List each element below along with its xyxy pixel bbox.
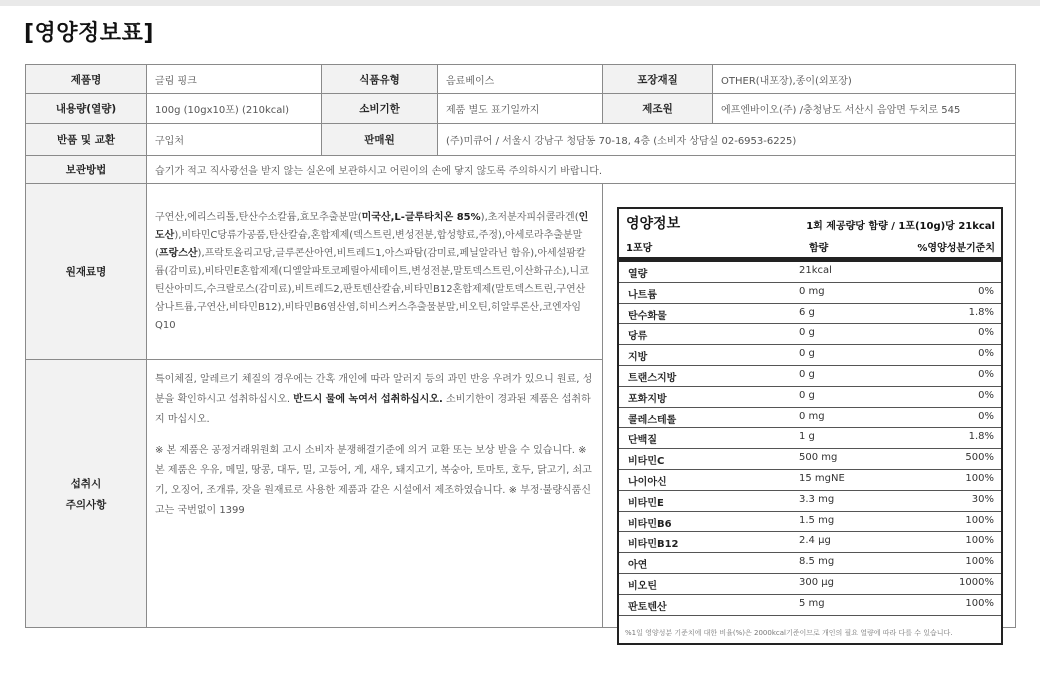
nutrient-name: 트랜스지방 <box>628 372 677 384</box>
seller-value: (주)미큐어 / 서울시 강남구 청담동 70-18, 4층 (소비자 상담실 02-6953-6225) <box>438 124 1016 156</box>
nutrition-row <box>619 470 1001 491</box>
nutrient-pct: 1.8% <box>968 306 994 318</box>
nutrient-name: 콜레스테롤 <box>628 414 677 426</box>
nutrition-row <box>619 532 1001 553</box>
nutrition-amount-header: 함량 <box>809 243 829 254</box>
caution-label-line: 섭취시 <box>70 477 102 490</box>
nutrition-row <box>619 283 1001 304</box>
nutrition-row <box>619 595 1001 616</box>
nutrition-row <box>619 262 1001 283</box>
ingredients-text: ),비타민C당류가공품,탄산칼슘,혼합제제(덱스트린,변성전분,합성향료,주정),아세로라추출분말( <box>155 229 583 259</box>
nutrient-amount: 0 mg <box>799 285 825 297</box>
top-bar <box>0 0 1040 6</box>
nutrient-name: 탄수화물 <box>628 310 667 322</box>
expiry-label: 소비기한 <box>322 94 438 124</box>
ingredients-text: 구연산,에리스리톨,탄산수소칼륨,효모추출분말( <box>155 211 362 223</box>
caution-label <box>26 360 147 628</box>
nutrient-pct: 100% <box>965 597 994 609</box>
nutrition-row <box>619 428 1001 449</box>
nutrition-rows <box>619 262 1001 616</box>
nutrition-title: 영양정보 <box>626 216 681 232</box>
nutrient-name: 지방 <box>628 352 648 364</box>
nutrient-pct: 0% <box>978 389 994 401</box>
table-row <box>26 156 1016 184</box>
table-row <box>26 124 1016 156</box>
food-type-label: 식품유형 <box>322 65 438 94</box>
nutrition-row <box>619 449 1001 470</box>
packaging-value: OTHER(내포장),종이(외포장) <box>713 65 1016 94</box>
nutrient-pct: 100% <box>965 514 994 526</box>
nutrition-row <box>619 574 1001 595</box>
ingredients-label: 원재료명 <box>26 184 147 360</box>
nutrient-pct: 1000% <box>959 576 994 588</box>
caution-emphasis: 반드시 물에 녹여서 섭취하십시오. <box>293 394 443 405</box>
nutrient-amount: 500 mg <box>799 452 838 464</box>
nutrient-amount: 2.4 μg <box>799 535 831 547</box>
caution-label-line: 주의사항 <box>65 498 107 511</box>
nutrient-name: 비타민E <box>628 497 664 509</box>
nutrient-pct: 500% <box>965 452 994 464</box>
nutrient-amount: 0 g <box>799 368 815 380</box>
nutrition-row <box>619 553 1001 574</box>
nutrient-name: 판토텐산 <box>628 601 667 613</box>
caution-paragraph: ※ 본 제품은 공정거래위원회 고시 소비자 분쟁해결기준에 의거 교환 또는 보상 받을 수 있습니다. ※ 본 제품은 우유, 메밀, 땅콩, 대두, 밀, 고등어, 게, 새우, 돼지고기, 복숭아, 토마토, 호두, 닭고기, 쇠고기, 오징어, 조개류, 잣을 원재료로 사용한 제품과 같은 시설에서 제조하였습니다. ※ 부정·불량식품신고는 국번없이 1399 <box>155 445 592 516</box>
nutrition-row <box>619 345 1001 366</box>
manufacturer-value: 에프엔바이오(주) /충청남도 서산시 음암면 두치로 545 <box>713 94 1016 124</box>
return-label: 반품 및 교환 <box>26 124 147 156</box>
nutrient-amount: 6 g <box>799 306 815 318</box>
nutrition-row <box>619 408 1001 429</box>
nutrient-pct: 30% <box>971 493 994 505</box>
nutrient-amount: 0 g <box>799 389 815 401</box>
nutrient-pct: 100% <box>965 535 994 547</box>
nutrient-amount: 300 μg <box>799 576 834 588</box>
nutrient-amount: 8.5 mg <box>799 556 835 568</box>
nutrition-serving: 1회 제공량당 함량 / 1포(10g)당 21kcal <box>806 221 995 232</box>
nutrient-name: 나트륨 <box>628 289 657 301</box>
nutrient-name: 비타민C <box>628 456 665 468</box>
nutrition-sub-label: 1포당 <box>626 243 653 254</box>
nutrient-name: 포화지방 <box>628 393 667 405</box>
return-value: 구입처 <box>147 124 322 156</box>
nutrient-pct: 0% <box>978 368 994 380</box>
nutrient-amount: 0 g <box>799 348 815 360</box>
caution-paragraph <box>155 370 594 430</box>
caution-text: 특이체질, 알레르기 체질의 경우에는 간혹 개인에 따라 알러지 등의 과민 반응 우려가 있으니 원료, 성분을 확인하시고 섭취하십시오. <box>155 374 593 405</box>
nutrition-row <box>619 324 1001 345</box>
nutrient-pct: 0% <box>978 348 994 360</box>
nutrition-row <box>619 387 1001 408</box>
ingredients-text: ),초저분자피쉬콜라겐( <box>480 211 579 223</box>
nutrient-amount: 0 g <box>799 327 815 339</box>
product-name-label: 제품명 <box>26 65 147 94</box>
volume-value: 100g (10gx10포) (210kcal) <box>147 94 322 124</box>
nutrient-pct: 0% <box>978 327 994 339</box>
nutrient-name: 열량 <box>628 269 648 280</box>
nutrient-amount: 1 g <box>799 431 815 443</box>
storage-value: 습기가 적고 직사광선을 받지 않는 실온에 보관하시고 어린이의 손에 닿지 않도록 주의하시기 바랍니다. <box>147 156 1016 184</box>
nutrition-row <box>619 366 1001 387</box>
nutrient-amount: 1.5 mg <box>799 514 835 526</box>
nutrient-name: 나이아신 <box>628 476 667 488</box>
nutrient-pct: 0% <box>978 410 994 422</box>
manufacturer-label: 제조원 <box>603 94 713 124</box>
nutrient-amount: 21kcal <box>799 265 832 276</box>
caution-value <box>147 360 603 628</box>
nutrient-pct: 100% <box>965 472 994 484</box>
nutrient-pct: 100% <box>965 556 994 568</box>
page-title: [영양정보표] <box>24 21 154 46</box>
storage-label: 보관방법 <box>26 156 147 184</box>
product-name-value: 글림 핑크 <box>147 65 322 94</box>
ingredients-origin-highlight: 프랑스산 <box>158 247 198 259</box>
nutrition-header <box>619 209 1001 262</box>
expiry-value: 제품 별도 표기일까지 <box>438 94 603 124</box>
seller-label: 판매원 <box>322 124 438 156</box>
nutrient-pct: 1.8% <box>968 431 994 443</box>
nutrient-name: 아연 <box>628 560 648 572</box>
nutrition-facts-panel <box>617 207 1003 645</box>
nutrition-row <box>619 304 1001 325</box>
nutrient-amount: 3.3 mg <box>799 493 835 505</box>
ingredients-origin-highlight: 인도산 <box>155 211 589 241</box>
nutrient-name: 비타민B12 <box>628 539 679 551</box>
nutrition-row <box>619 491 1001 512</box>
ingredients-text: ),프락토올리고당,글루콘산아연,비트레드1,아스파탐(감미료,페닐알라닌 함유),아세설팜칼륨(감미료),비타민E혼합제제(디엘알파토코페릴아세테이트,변성전분,말토덱스트린,이산화규소),니코틴산아미드,수크랄로스(감미료),비트레드2,판토텐산칼슘,비타민B12혼합제제(말토덱스트린,구연산삼나트륨,구연산,비타민B12),비타민B6염산염,히비스커스추출물분말,비오틴,히알루론산,코엔자임Q10 <box>155 247 589 331</box>
nutrient-pct: 0% <box>978 285 994 297</box>
nutrient-amount: 15 mgNE <box>799 472 845 484</box>
nutrient-name: 비오틴 <box>628 580 657 592</box>
nutrition-row <box>619 512 1001 533</box>
food-type-value: 음료베이스 <box>438 65 603 94</box>
table-row <box>26 65 1016 94</box>
nutrition-pct-header: %영양성분기준치 <box>917 243 995 254</box>
nutrient-name: 단백질 <box>628 435 657 447</box>
volume-label: 내용량(열량) <box>26 94 147 124</box>
nutrient-name: 비타민B6 <box>628 518 672 530</box>
nutrition-footnote: %1일 영양성분 기준치에 대한 비율(%)은 2000kcal기준이므로 개인의 필요 열량에 따라 다를 수 있습니다. <box>625 629 953 637</box>
table-row <box>26 94 1016 124</box>
nutrient-name: 당류 <box>628 331 648 343</box>
ingredients-origin-highlight: 미국산,L-글루타치온 85% <box>361 211 481 223</box>
caution-text: 소비기한이 경과된 제품은 섭취하지 마십시오. <box>155 394 591 425</box>
ingredients-value <box>147 184 603 360</box>
packaging-label: 포장재질 <box>603 65 713 94</box>
nutrient-amount: 5 mg <box>799 597 825 609</box>
nutrient-amount: 0 mg <box>799 410 825 422</box>
